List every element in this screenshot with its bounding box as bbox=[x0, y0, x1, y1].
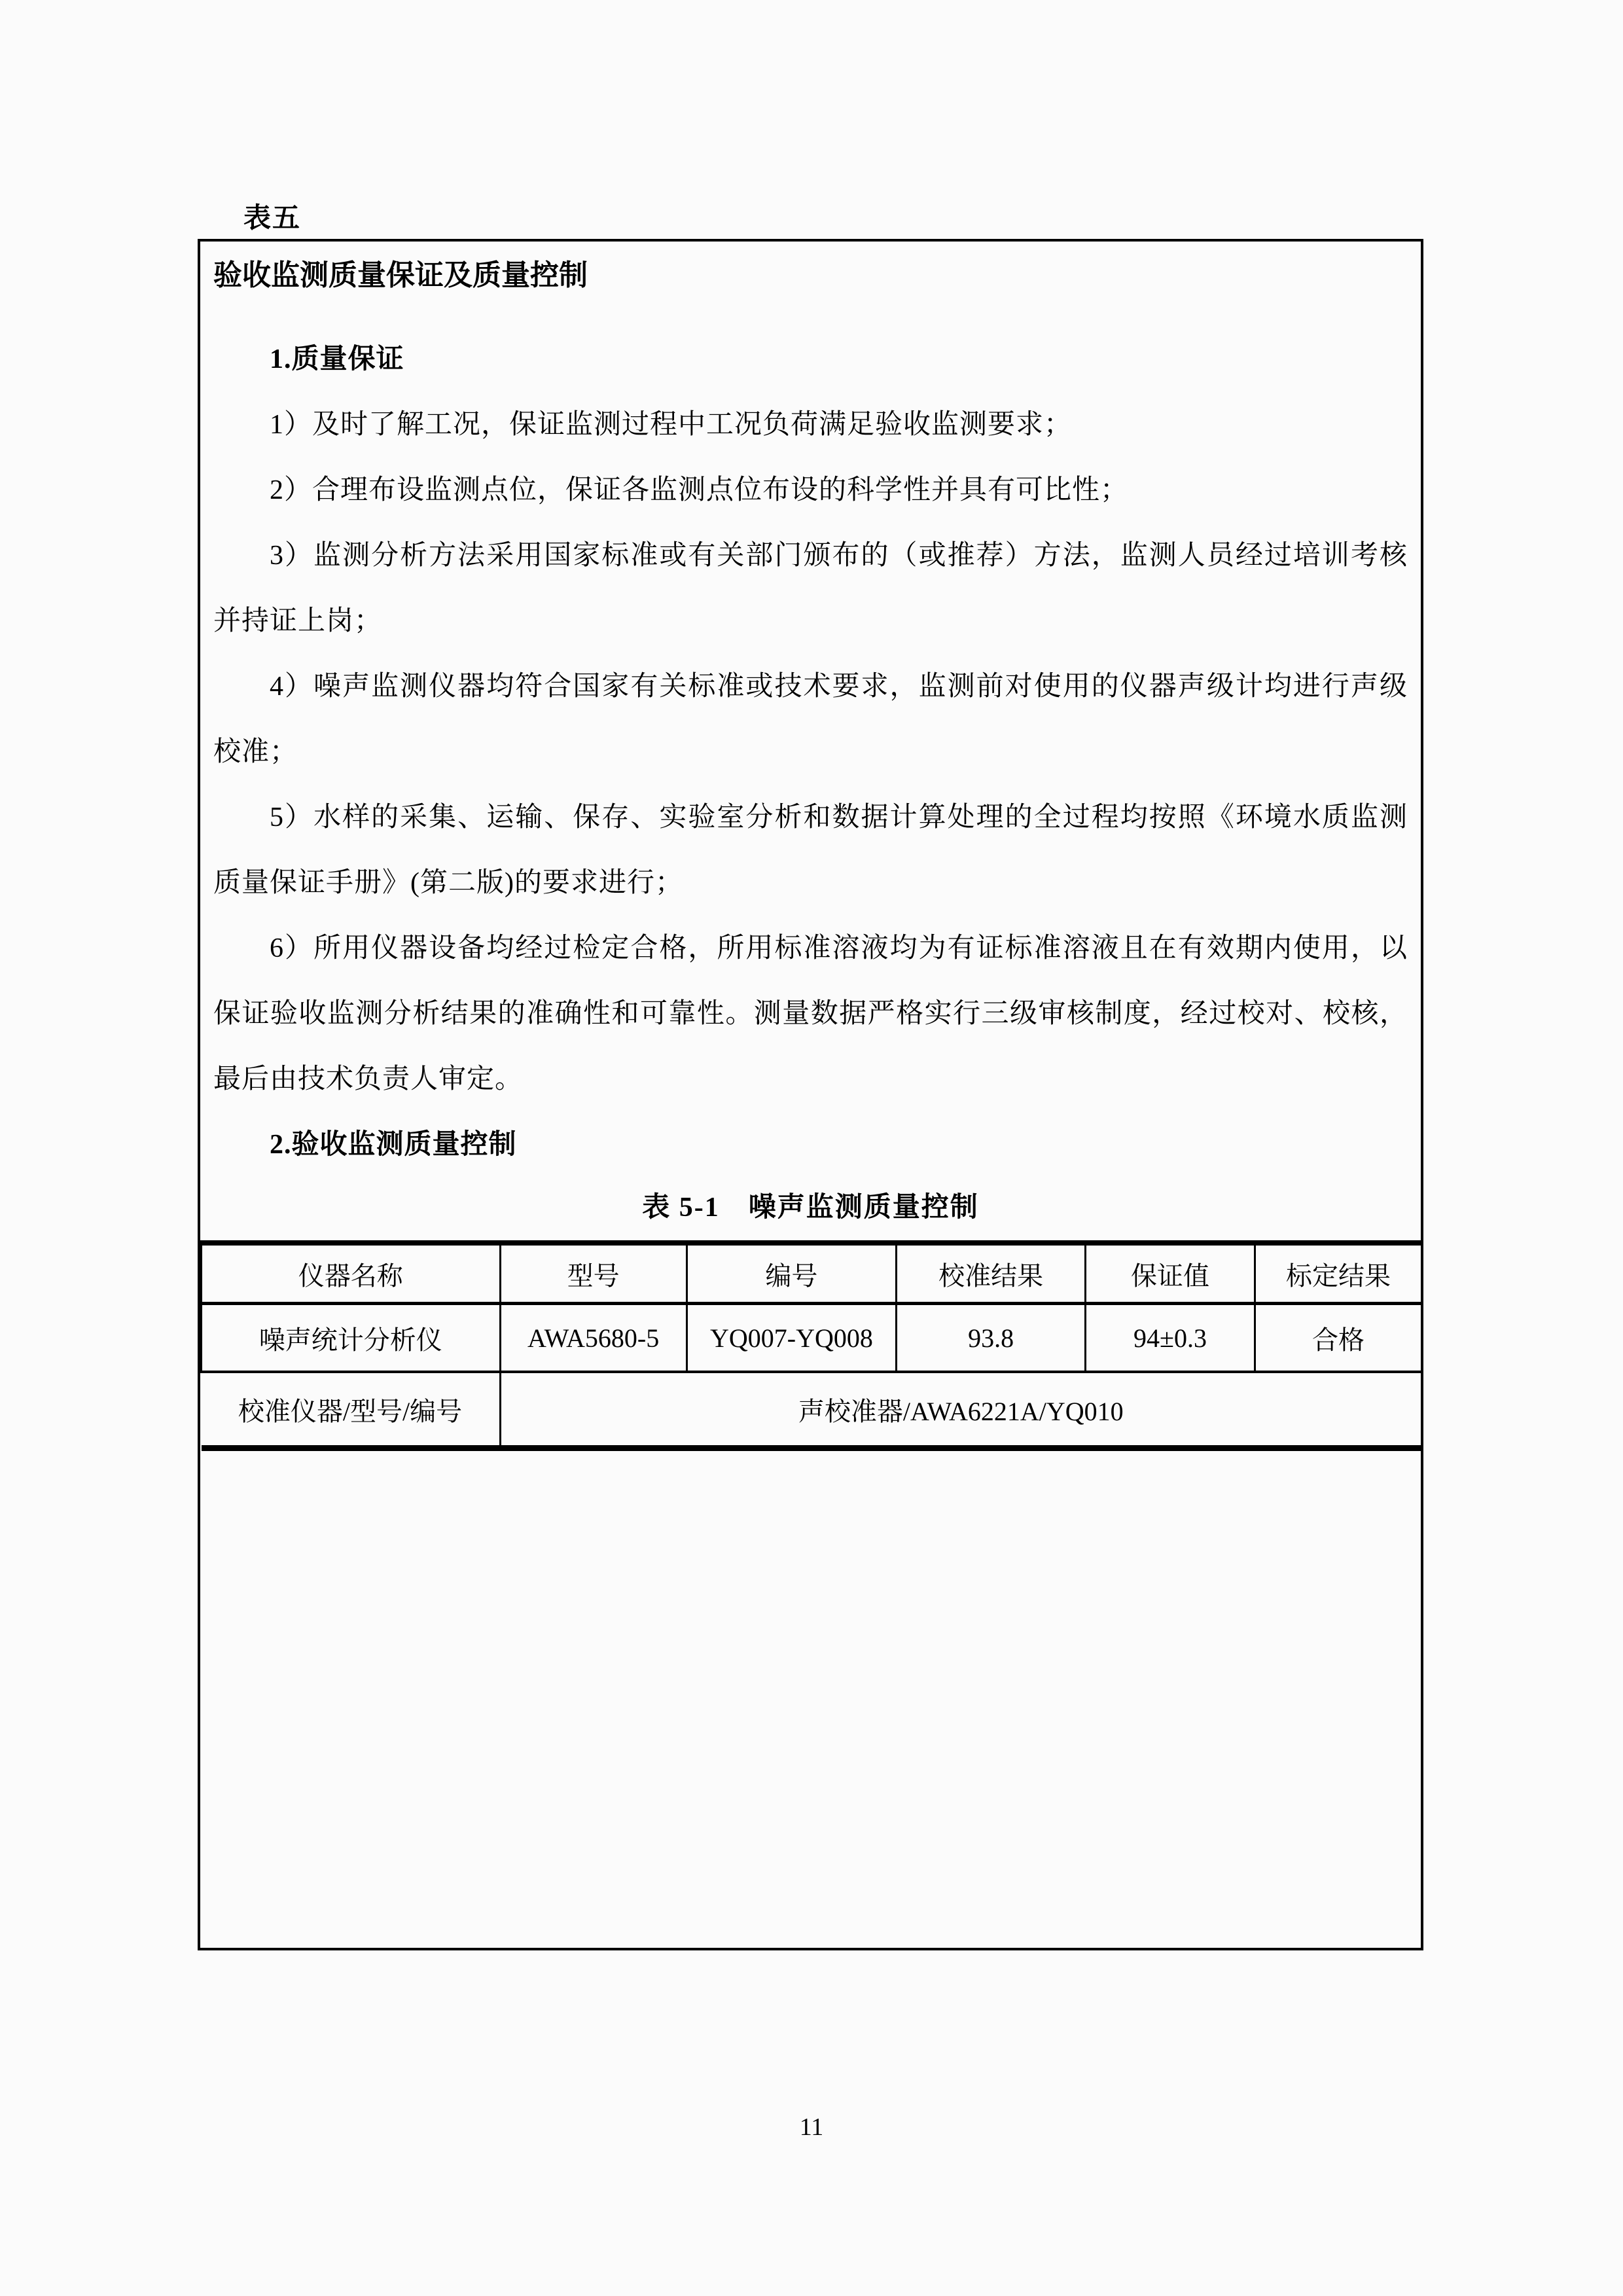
table-title: 表 5-1 噪声监测质量控制 bbox=[642, 1193, 979, 1223]
page-number: 11 bbox=[799, 2113, 824, 2141]
table-header-cell: 保证值 bbox=[1086, 1243, 1255, 1304]
content-box bbox=[198, 239, 1423, 1950]
table-header-row bbox=[202, 1243, 1421, 1304]
qc-table bbox=[200, 1240, 1421, 1451]
table-row bbox=[202, 1304, 1421, 1372]
text-line: 校准； bbox=[213, 737, 298, 767]
table-footer-row bbox=[202, 1372, 1421, 1448]
text-line: 1.质量保证 bbox=[270, 344, 404, 374]
table-header-cell: 校准结果 bbox=[897, 1243, 1086, 1304]
table-header-cell: 标定结果 bbox=[1255, 1243, 1421, 1304]
text-line: 5）水样的采集、运输、保存、实验室分析和数据计算处理的全过程均按照《环境水质监测 bbox=[270, 802, 1408, 833]
form-number-label: 表五 bbox=[243, 204, 302, 234]
table-cell: AWA5680-5 bbox=[500, 1304, 687, 1372]
text-line: 4）噪声监测仪器均符合国家有关标准或技术要求，监测前对使用的仪器声级计均进行声级 bbox=[270, 672, 1408, 702]
text-line: 并持证上岗； bbox=[213, 606, 383, 636]
text-line: 2）合理布设监测点位，保证各监测点位布设的科学性并具有可比性； bbox=[270, 475, 1129, 505]
table-header-cell: 仪器名称 bbox=[202, 1243, 501, 1304]
table-header-cell: 编号 bbox=[687, 1243, 897, 1304]
table-header-cell: 型号 bbox=[500, 1243, 687, 1304]
text-line: 2.验收监测质量控制 bbox=[270, 1130, 517, 1160]
text-line: 最后由技术负责人审定。 bbox=[213, 1064, 524, 1094]
table-cell: YQ007-YQ008 bbox=[687, 1304, 897, 1372]
body-text bbox=[213, 327, 1408, 1177]
table-footer-label: 校准仪器/型号/编号 bbox=[202, 1372, 501, 1448]
text-line: 1）及时了解工况，保证监测过程中工况负荷满足验收监测要求； bbox=[270, 410, 1073, 440]
text-line: 6）所用仪器设备均经过检定合格，所用标准溶液均为有证标准溶液且在有效期内使用，以 bbox=[270, 933, 1408, 963]
table-cell: 合格 bbox=[1255, 1304, 1421, 1372]
table-cell: 93.8 bbox=[897, 1304, 1086, 1372]
table-cell: 94±0.3 bbox=[1086, 1304, 1255, 1372]
section-heading: 验收监测质量保证及质量控制 bbox=[213, 259, 588, 291]
text-line: 3）监测分析方法采用国家标准或有关部门颁布的（或推荐）方法，监测人员经过培训考核 bbox=[270, 541, 1408, 571]
text-line: 质量保证手册》(第二版)的要求进行； bbox=[213, 868, 683, 898]
table-footer-value: 声校准器/AWA6221A/YQ010 bbox=[500, 1372, 1421, 1448]
text-line: 保证验收监测分析结果的准确性和可靠性。测量数据严格实行三级审核制度，经过校对、校核， bbox=[213, 999, 1408, 1029]
table-cell: 噪声统计分析仪 bbox=[202, 1304, 501, 1372]
